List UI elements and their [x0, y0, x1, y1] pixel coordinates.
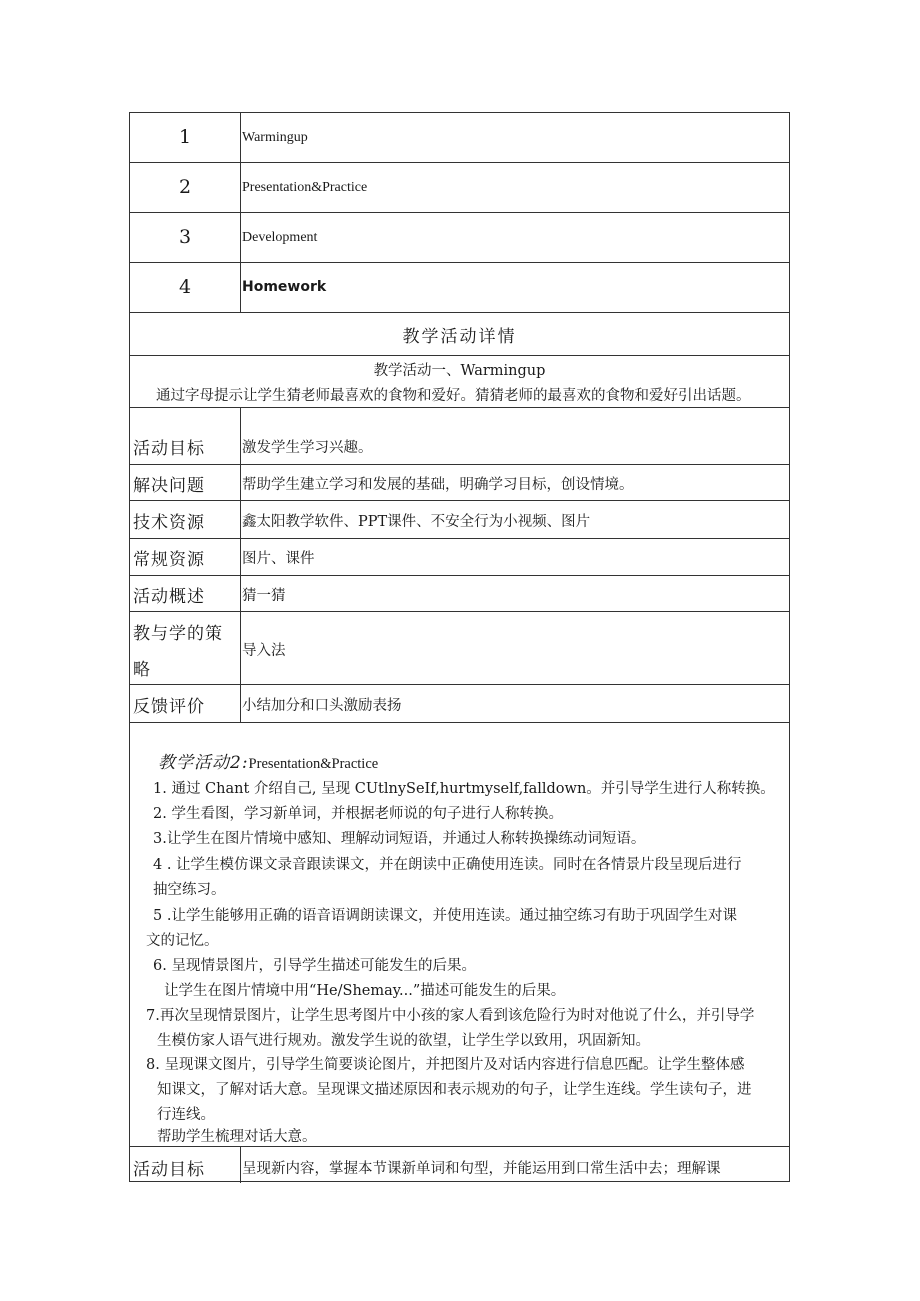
row-label-line2: 略	[133, 660, 151, 680]
activity2-line: 1. 通过 Chant 介绍自己, 呈现 CUtlnySeIf,hurtmyself,falldown。并引导学生进行人称转换。	[153, 781, 775, 797]
row-divider	[130, 1146, 789, 1147]
activity2-title	[158, 748, 378, 773]
row-value: 鑫太阳教学软件、PPT课件、不安全行为小视频、图片	[242, 514, 591, 530]
row-divider	[130, 611, 789, 612]
activity2-title-prefix: 教学活动2:	[158, 753, 249, 773]
row-label-line1: 教与学的策	[133, 624, 223, 644]
activity2-line: 行连线。	[157, 1107, 215, 1123]
activity2-line: 2. 学生看图，学习新单词，并根据老师说的句子进行人称转换。	[153, 806, 563, 822]
activity2-line: 5 .让学生能够用正确的语音语调朗读课文，并使用连读。通过抽空练习有助于巩固学生对课	[153, 908, 737, 924]
details-title: 教学活动详情	[402, 327, 517, 347]
row-value: 猜一猜	[242, 588, 286, 604]
row-divider	[130, 722, 789, 723]
activity2-line: 8. 呈现课文图片，引导学生简要谈论图片，并把图片及对话内容进行信息匹配。让学生整体感	[146, 1057, 745, 1073]
row-label: 活动概述	[133, 587, 205, 607]
activity2-line: 6. 呈现情景图片，引导学生描述可能发生的后果。	[153, 958, 476, 974]
activity1-title: 教学活动一、Warmingup	[373, 363, 546, 379]
row-value: 小结加分和口头激励表扬	[242, 698, 402, 714]
row-label: 活动目标	[133, 1160, 205, 1180]
step-number: 4	[178, 276, 192, 298]
row-divider	[130, 312, 789, 313]
activity2-line: 帮助学生梳理对话大意。	[157, 1129, 317, 1145]
row-divider	[130, 538, 789, 539]
activity2-line: 生模仿家人语气进行规劝。激发学生说的欲望，让学生学以致用，巩固新知。	[157, 1033, 650, 1049]
step-label: Presentation&Practice	[242, 180, 368, 195]
row-value: 导入法	[242, 643, 286, 659]
row-label: 解决问题	[133, 476, 205, 496]
step-number: 2	[178, 176, 192, 198]
column-divider	[240, 113, 241, 312]
activity2-line: 抽空练习。	[153, 882, 226, 898]
row-divider	[130, 212, 789, 213]
row-divider	[130, 684, 789, 685]
row-label: 技术资源	[133, 513, 205, 533]
row-divider	[130, 262, 789, 263]
row-divider	[130, 500, 789, 501]
row-divider	[130, 407, 789, 408]
step-label: Development	[242, 230, 318, 245]
column-divider	[240, 407, 241, 722]
row-label: 反馈评价	[133, 697, 205, 717]
row-value: 帮助学生建立学习和发展的基础，明确学习目标，创设情境。	[242, 477, 634, 493]
lesson-plan-table	[129, 112, 790, 1182]
activity2-line: 4 . 让学生模仿课文录音跟读课文，并在朗读中正确使用连读。同时在各情景片段呈现后进行	[153, 857, 742, 873]
activity2-line: 知课文，了解对话大意。呈现课文描述原因和表示规劝的句子，让学生连线。学生读句子，进	[157, 1082, 752, 1098]
row-label: 常规资源	[133, 550, 205, 570]
activity2-line: 让学生在图片情境中用“He/Shemay...”描述可能发生的后果。	[164, 983, 566, 999]
step-number: 1	[178, 126, 192, 148]
activity2-title-suffix: Presentation&Practice	[248, 756, 379, 772]
row-value: 图片、课件	[242, 551, 315, 567]
row-value: 呈现新内容，掌握本节课新单词和句型，并能运用到口常生活中去；理解课	[242, 1161, 721, 1177]
activity2-line: 文的记忆。	[146, 933, 219, 949]
step-label: Homework	[242, 279, 327, 295]
row-label: 活动目标	[133, 439, 205, 459]
column-divider	[240, 1146, 241, 1183]
step-number: 3	[178, 226, 192, 248]
activity2-line: 3.让学生在图片情境中感知、理解动词短语，并通过人称转换操练动词短语。	[153, 831, 646, 847]
step-label: Warmingup	[242, 130, 308, 145]
row-value: 激发学生学习兴趣。	[242, 440, 373, 456]
activity1-description: 通过字母提示让学生猜老师最喜欢的食物和爱好。猜猜老师的最喜欢的食物和爱好引出话题。	[156, 388, 751, 404]
row-divider	[130, 162, 789, 163]
row-divider	[130, 575, 789, 576]
row-divider	[130, 464, 789, 465]
row-divider	[130, 355, 789, 356]
activity2-line: 7.再次呈现情景图片，让学生思考图片中小孩的家人看到该危险行为时对他说了什么，并引导学	[146, 1008, 755, 1024]
